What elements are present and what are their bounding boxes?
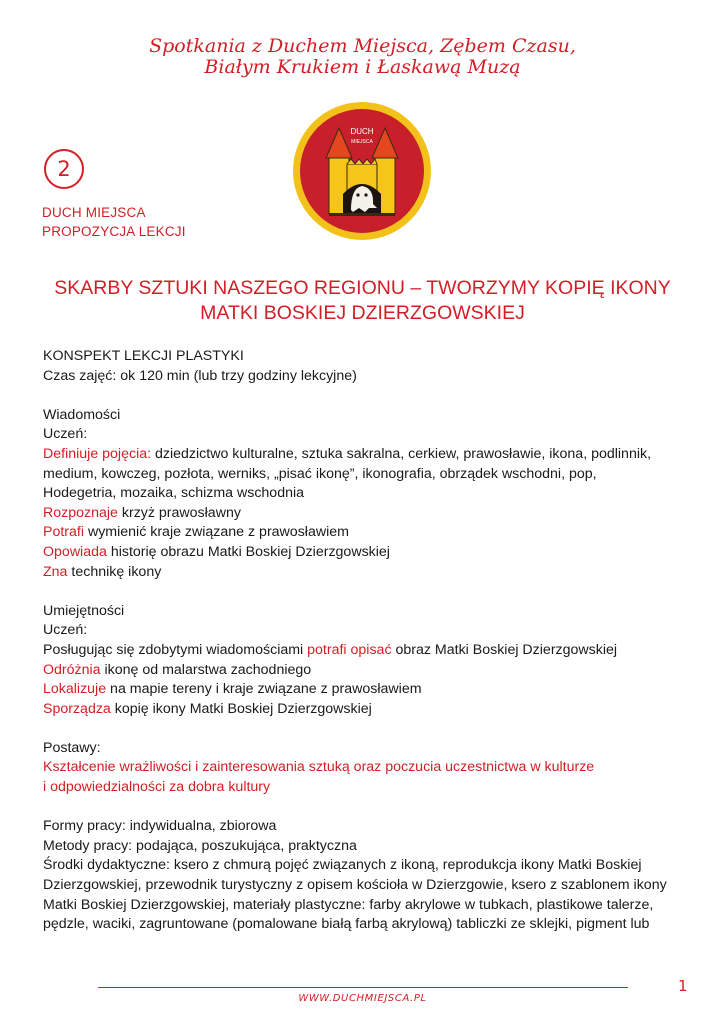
keyword: potrafi opisać [307, 641, 392, 658]
lesson-label-line2: PROPOZYCJA LEKCJI [42, 224, 186, 239]
page-title-line1: SKARBY SZTUKI NASZEGO REGIONU – TWORZYMY KOPIĘ IKONY [54, 277, 671, 299]
content-line: pędzle, waciki, zagruntowane (pomalowane białą farbą akrylową) tabliczki ze sklejki, pigment lub [43, 916, 650, 933]
lesson-number: 2 [44, 149, 84, 189]
page-title-line2: MATKI BOSKIEJ DZIERZGOWSKIEJ [200, 302, 525, 324]
text: na mapie tereny i kraje związane z prawosławiem [106, 681, 422, 698]
keyword: Sporządza [43, 700, 111, 717]
content-line: medium, kowczeg, pozłota, werniks, „pisać ikonę”, ikonografia, obrządek wschodni, pop, [43, 465, 597, 482]
section-heading: Wiadomości [43, 406, 121, 423]
logo-text-bottom: MIEJSCA [351, 139, 373, 145]
content-line: Kształcenie wrażliwości i zainteresowania sztuką oraz poczucia uczestnictwa w kulturze [43, 759, 595, 776]
lesson-content [43, 347, 693, 935]
text: dziedzictwo kulturalne, sztuka sakralna, cerkiew, prawosławie, ikona, podlinnik, [151, 445, 652, 462]
text: ikonę od malarstwa zachodniego [100, 661, 312, 678]
content-line: Hodegetria, mozaika, schizma wschodnia [43, 485, 305, 502]
content-line [43, 504, 693, 524]
content-line [43, 661, 693, 681]
uczen-label: Uczeń: [43, 622, 88, 639]
page-number: 1 [678, 977, 688, 995]
page-title [0, 276, 725, 326]
content-line: i odpowiedzialności za dobra kultury [43, 779, 271, 796]
intro-line: KONSPEKT LEKCJI PLASTYKI [43, 348, 244, 364]
lesson-label [42, 203, 186, 241]
text: Posługując się zdobytymi wiadomościami [43, 641, 308, 658]
duch-miejsca-logo [291, 100, 433, 242]
keyword: Zna [43, 563, 68, 580]
content-line [43, 523, 693, 543]
content-line [43, 680, 693, 700]
text: krzyż prawosławny [117, 504, 241, 521]
text: obraz Matki Boskiej Dzierzgowskiej [391, 641, 618, 658]
keyword: Lokalizuje [43, 681, 107, 698]
text: historię obrazu Matki Boskiej Dzierzgowskiej [106, 543, 390, 560]
keyword: Potrafi [43, 524, 85, 541]
keyword: Opowiada [43, 543, 107, 560]
text: technikę ikony [67, 563, 162, 580]
content-line [43, 543, 693, 563]
header-title-line1: Spotkania z Duchem Miejsca, Zębem Czasu, [149, 35, 576, 57]
text: kopię ikony Matki Boskiej Dzierzgowskiej [110, 700, 372, 717]
keyword: Definiuje pojęcia: [43, 445, 152, 462]
keyword: Odróżnia [43, 661, 101, 678]
intro-line: Czas zajęć: ok 120 min (lub trzy godziny lekcyjne) [43, 367, 357, 384]
content-line: Matki Boskiej Dzierzgowskiej, materiały plastyczne: farby akrylowe w tubkach, plastikowe talerze, [43, 896, 654, 913]
content-line: Dzierzgowskiej, przewodnik turystyczny z opisem kościoła w Dzierzgowie, ksero z szablonem ikony [43, 877, 667, 894]
content-line [43, 445, 693, 465]
header-title-line2: Białym Krukiem i Łaskawą Muzą [204, 56, 521, 78]
uczen-label: Uczeń: [43, 426, 88, 443]
content-line [43, 700, 693, 720]
section-heading: Umiejętności [43, 602, 125, 619]
text: wymienić kraje związane z prawosławiem [84, 524, 349, 541]
header-title [0, 36, 725, 78]
content-line [43, 641, 693, 661]
logo-text-top: DUCH [350, 127, 374, 136]
keyword: Rozpoznaje [43, 504, 118, 521]
content-line: Formy pracy: indywidualna, zbiorowa [43, 818, 277, 835]
section-heading: Postawy: [43, 739, 101, 756]
content-line [43, 563, 693, 583]
footer-url-link[interactable]: WWW.DUCHMIEJSCA.PL [298, 993, 427, 1004]
content-line: Środki dydaktyczne: ksero z chmurą pojęć związanych z ikoną, reprodukcja ikony Matki Boskiej [43, 857, 642, 874]
lesson-label-line1: DUCH MIEJSCA [42, 205, 146, 220]
content-line: Metody pracy: podająca, poszukująca, praktyczna [43, 837, 357, 854]
footer-divider [98, 987, 628, 988]
